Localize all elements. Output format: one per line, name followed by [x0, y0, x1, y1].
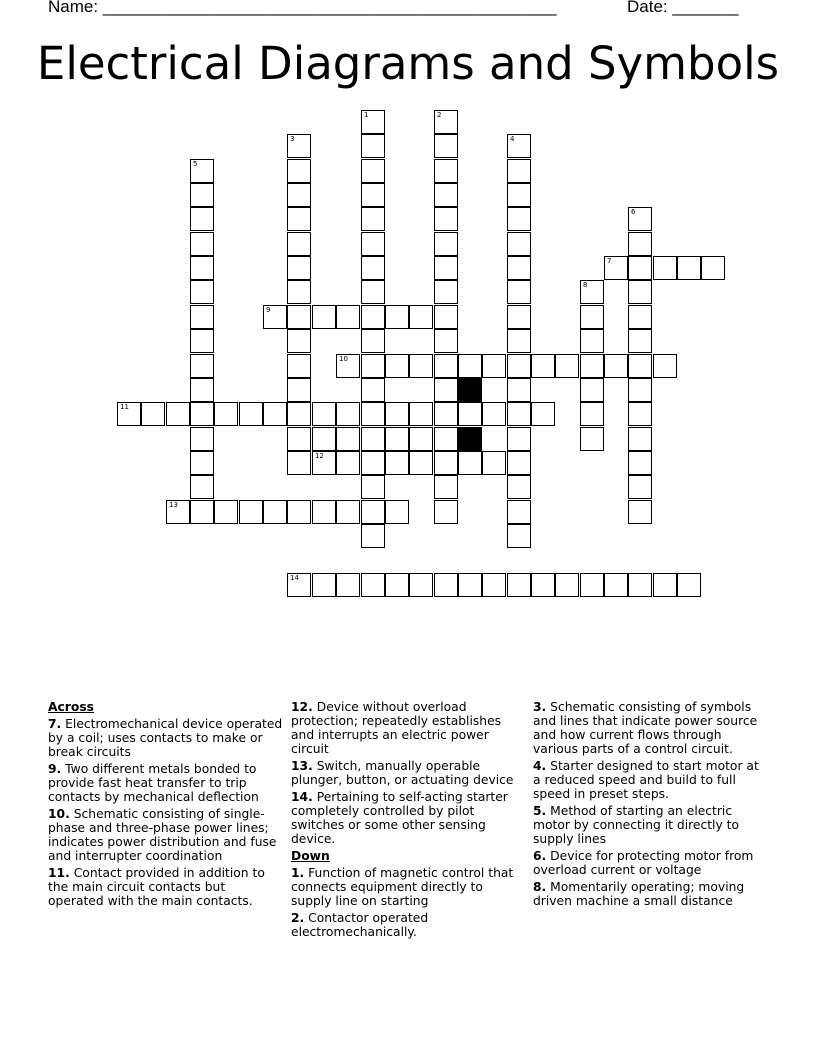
grid-cell[interactable] [482, 451, 506, 475]
clues-column-3 [533, 700, 769, 911]
grid-cell[interactable] [628, 207, 652, 231]
grid-cell[interactable] [628, 232, 652, 256]
grid-cell[interactable] [361, 110, 385, 134]
across-clue-14 [291, 790, 527, 846]
clue-text: Method of starting an electric motor by connecting it directly to supply lines [533, 804, 739, 846]
grid-cell[interactable] [287, 207, 311, 231]
grid-cell[interactable] [312, 500, 336, 524]
clues-column-1 [48, 700, 284, 911]
clue-text: Schematic consisting of symbols and lines that indicate power source and how current flows through various parts of a control circuit. [533, 700, 758, 756]
grid-cell[interactable] [287, 232, 311, 256]
grid-cell[interactable] [336, 305, 360, 329]
grid-cell[interactable] [580, 573, 604, 597]
grid-cell[interactable] [190, 207, 214, 231]
clue-number: 2. [291, 911, 305, 925]
grid-cell[interactable] [190, 256, 214, 280]
grid-cell[interactable] [434, 329, 458, 353]
clue-number: 9. [48, 762, 62, 776]
grid-cell[interactable] [263, 305, 287, 329]
name-field-label: Name: ________________________________________________ [48, 0, 557, 16]
grid-cell[interactable] [434, 475, 458, 499]
clue-number-label: 2 [437, 111, 442, 119]
grid-cell[interactable] [507, 305, 531, 329]
clue-number-label: 14 [290, 574, 299, 582]
grid-cell[interactable] [434, 159, 458, 183]
grid-cell[interactable] [361, 280, 385, 304]
grid-cell[interactable] [507, 500, 531, 524]
grid-cell[interactable] [361, 524, 385, 548]
grid-cell[interactable] [604, 573, 628, 597]
grid-cell[interactable] [434, 280, 458, 304]
grid-cell[interactable] [628, 305, 652, 329]
grid-cell[interactable] [458, 573, 482, 597]
grid-cell[interactable] [434, 354, 458, 378]
clue-number: 13. [291, 759, 313, 773]
down-clue-1 [291, 866, 527, 908]
grid-cell[interactable] [287, 451, 311, 475]
grid-cell[interactable] [287, 378, 311, 402]
grid-cell[interactable] [434, 427, 458, 451]
grid-cell[interactable] [434, 378, 458, 402]
grid-cell[interactable] [312, 305, 336, 329]
clue-text: Pertaining to self-acting starter completely controlled by pilot switches or some other sensing device. [291, 790, 508, 846]
clue-number-label: 5 [193, 160, 198, 168]
clue-number: 14. [291, 790, 313, 804]
grid-cell[interactable] [409, 354, 433, 378]
grid-cell[interactable] [507, 427, 531, 451]
across-clue-7 [48, 717, 284, 759]
grid-cell[interactable] [214, 500, 238, 524]
clue-text: Device without overload protection; repeatedly establishes and interrupts an electric power circuit [291, 700, 502, 756]
grid-cell[interactable] [628, 573, 652, 597]
grid-cell[interactable] [458, 402, 482, 426]
grid-cell[interactable] [628, 475, 652, 499]
across-clue-11 [48, 866, 284, 908]
grid-cell[interactable] [653, 573, 677, 597]
grid-cell[interactable] [385, 500, 409, 524]
grid-cell[interactable] [628, 451, 652, 475]
grid-cell[interactable] [190, 183, 214, 207]
grid-cell[interactable] [190, 451, 214, 475]
grid-cell[interactable] [312, 451, 336, 475]
clue-text: Function of magnetic control that connects equipment directly to supply line on starting [291, 866, 514, 908]
clue-number: 10. [48, 807, 70, 821]
clue-number-label: 6 [631, 208, 636, 216]
grid-cell[interactable] [434, 134, 458, 158]
page-title: Electrical Diagrams and Symbols [36, 37, 780, 90]
clue-number-label: 12 [315, 452, 324, 460]
grid-cell[interactable] [190, 402, 214, 426]
grid-cell[interactable] [531, 402, 555, 426]
grid-cell[interactable] [507, 402, 531, 426]
grid-cell[interactable] [336, 402, 360, 426]
clue-text: Contact provided in addition to the main circuit contacts but operated with the main contacts. [48, 866, 265, 908]
grid-cell[interactable] [628, 427, 652, 451]
grid-cell[interactable] [190, 427, 214, 451]
grid-cell[interactable] [507, 207, 531, 231]
grid-cell[interactable] [507, 280, 531, 304]
grid-cell[interactable] [166, 402, 190, 426]
across-clue-13 [291, 759, 527, 787]
down-clue-5 [533, 804, 769, 846]
grid-cell[interactable] [580, 305, 604, 329]
down-clue-4 [533, 759, 769, 801]
grid-cell[interactable] [434, 500, 458, 524]
grid-cell[interactable] [141, 402, 165, 426]
grid-cell[interactable] [361, 573, 385, 597]
clue-text: Device for protecting motor from overload current or voltage [533, 849, 754, 877]
clue-number: 8. [533, 880, 547, 894]
grid-cell[interactable] [117, 402, 141, 426]
grid-cell[interactable] [361, 232, 385, 256]
grid-cell[interactable] [580, 378, 604, 402]
grid-cell[interactable] [604, 354, 628, 378]
grid-cell[interactable] [458, 451, 482, 475]
grid-cell[interactable] [482, 354, 506, 378]
date-field-label: Date: _______ [627, 0, 739, 16]
grid-cell[interactable] [336, 451, 360, 475]
grid-cell[interactable] [580, 329, 604, 353]
clue-number: 6. [533, 849, 547, 863]
grid-cell[interactable] [190, 354, 214, 378]
clue-number: 11. [48, 866, 70, 880]
grid-cell[interactable] [555, 354, 579, 378]
clue-number-label: 3 [290, 135, 295, 143]
grid-cell[interactable] [361, 378, 385, 402]
across-clue-12 [291, 700, 527, 756]
grid-cell[interactable] [287, 134, 311, 158]
grid-cell[interactable] [287, 183, 311, 207]
grid-cell[interactable] [628, 354, 652, 378]
grid-cell[interactable] [190, 475, 214, 499]
clue-text: Contactor operated electromechanically. [291, 911, 429, 939]
grid-cell[interactable] [507, 354, 531, 378]
grid-cell[interactable] [190, 500, 214, 524]
clue-number: 4. [533, 759, 547, 773]
grid-cell[interactable] [214, 402, 238, 426]
grid-cell[interactable] [434, 402, 458, 426]
grid-cell[interactable] [361, 402, 385, 426]
grid-cell[interactable] [361, 451, 385, 475]
grid-cell[interactable] [263, 402, 287, 426]
grid-cell[interactable] [239, 402, 263, 426]
grid-cell[interactable] [361, 305, 385, 329]
grid-cell[interactable] [434, 256, 458, 280]
grid-cell[interactable] [507, 329, 531, 353]
grid-cell[interactable] [580, 402, 604, 426]
grid-cell[interactable] [434, 110, 458, 134]
grid-cell[interactable] [409, 305, 433, 329]
grid-cell[interactable] [361, 354, 385, 378]
grid-cell[interactable] [312, 427, 336, 451]
grid-cell[interactable] [312, 573, 336, 597]
clue-number-label: 4 [510, 135, 515, 143]
grid-cell[interactable] [434, 573, 458, 597]
grid-cell[interactable] [628, 402, 652, 426]
grid-cell[interactable] [628, 500, 652, 524]
grid-cell[interactable] [361, 134, 385, 158]
grid-cell[interactable] [434, 207, 458, 231]
grid-cell[interactable] [507, 256, 531, 280]
grid-cell[interactable] [677, 573, 701, 597]
grid-cell[interactable] [287, 354, 311, 378]
blocked-cell [458, 427, 482, 451]
grid-cell[interactable] [336, 500, 360, 524]
grid-cell[interactable] [701, 256, 725, 280]
grid-cell[interactable] [580, 427, 604, 451]
grid-cell[interactable] [190, 159, 214, 183]
clue-text: Schematic consisting of single-phase and three-phase power lines; indicates power distribution and fuse and interrupter coordination [48, 807, 277, 863]
grid-cell[interactable] [604, 256, 628, 280]
grid-cell[interactable] [287, 159, 311, 183]
grid-cell[interactable] [190, 280, 214, 304]
grid-cell[interactable] [409, 427, 433, 451]
grid-cell[interactable] [507, 378, 531, 402]
grid-cell[interactable] [385, 427, 409, 451]
grid-cell[interactable] [653, 256, 677, 280]
grid-cell[interactable] [555, 573, 579, 597]
grid-cell[interactable] [434, 232, 458, 256]
grid-cell[interactable] [190, 329, 214, 353]
clue-text: Starter designed to start motor at a reduced speed and build to full speed in preset steps. [533, 759, 759, 801]
grid-cell[interactable] [628, 378, 652, 402]
grid-cell[interactable] [385, 573, 409, 597]
grid-cell[interactable] [458, 354, 482, 378]
grid-cell[interactable] [677, 256, 701, 280]
clue-number: 3. [533, 700, 547, 714]
grid-cell[interactable] [361, 500, 385, 524]
grid-cell[interactable] [385, 402, 409, 426]
grid-cell[interactable] [190, 378, 214, 402]
grid-cell[interactable] [287, 427, 311, 451]
grid-cell[interactable] [385, 305, 409, 329]
across-heading: Across [48, 700, 94, 714]
across-clue-9 [48, 762, 284, 804]
grid-cell[interactable] [507, 524, 531, 548]
grid-cell[interactable] [190, 232, 214, 256]
grid-cell[interactable] [287, 305, 311, 329]
grid-cell[interactable] [336, 573, 360, 597]
grid-cell[interactable] [385, 354, 409, 378]
grid-cell[interactable] [361, 183, 385, 207]
grid-cell[interactable] [628, 280, 652, 304]
grid-cell[interactable] [361, 329, 385, 353]
down-clue-3 [533, 700, 769, 756]
grid-cell[interactable] [336, 354, 360, 378]
grid-cell[interactable] [287, 256, 311, 280]
grid-cell[interactable] [507, 134, 531, 158]
grid-cell[interactable] [385, 451, 409, 475]
clue-text: Momentarily operating; moving driven machine a small distance [533, 880, 745, 908]
grid-cell[interactable] [166, 500, 190, 524]
grid-cell[interactable] [239, 500, 263, 524]
grid-cell[interactable] [409, 451, 433, 475]
clue-number-label: 13 [169, 501, 178, 509]
clue-number: 12. [291, 700, 313, 714]
grid-cell[interactable] [628, 329, 652, 353]
clue-text: Electromechanical device operated by a coil; uses contacts to make or break circuits [48, 717, 283, 759]
clue-number-label: 11 [120, 403, 129, 411]
grid-cell[interactable] [628, 256, 652, 280]
grid-cell[interactable] [434, 183, 458, 207]
grid-cell[interactable] [580, 354, 604, 378]
grid-cell[interactable] [361, 207, 385, 231]
clues-column-2 [291, 700, 527, 942]
clue-number: 7. [48, 717, 62, 731]
clue-number-label: 1 [364, 111, 369, 119]
down-heading: Down [291, 849, 330, 863]
clue-number-label: 7 [607, 257, 612, 265]
across-clue-10 [48, 807, 284, 863]
grid-cell[interactable] [507, 573, 531, 597]
grid-cell[interactable] [287, 500, 311, 524]
down-clue-8 [533, 880, 769, 908]
grid-cell[interactable] [409, 402, 433, 426]
grid-cell[interactable] [653, 354, 677, 378]
clue-number-label: 9 [266, 306, 271, 314]
grid-cell[interactable] [361, 256, 385, 280]
grid-cell[interactable] [312, 402, 336, 426]
clue-text: Switch, manually operable plunger, button, or actuating device [291, 759, 514, 787]
grid-cell[interactable] [287, 329, 311, 353]
clue-number: 5. [533, 804, 547, 818]
clue-text: Two different metals bonded to provide fast heat transfer to trip contacts by mechanical deflection [48, 762, 259, 804]
grid-cell[interactable] [531, 354, 555, 378]
grid-cell[interactable] [190, 305, 214, 329]
down-clue-6 [533, 849, 769, 877]
grid-cell[interactable] [434, 451, 458, 475]
down-clue-2 [291, 911, 527, 939]
grid-cell[interactable] [263, 500, 287, 524]
grid-cell[interactable] [361, 159, 385, 183]
blocked-cell [458, 378, 482, 402]
grid-cell[interactable] [531, 573, 555, 597]
grid-cell[interactable] [507, 475, 531, 499]
grid-cell[interactable] [409, 573, 433, 597]
grid-cell[interactable] [482, 573, 506, 597]
grid-cell[interactable] [287, 280, 311, 304]
grid-cell[interactable] [361, 475, 385, 499]
grid-cell[interactable] [507, 451, 531, 475]
grid-cell[interactable] [507, 159, 531, 183]
grid-cell[interactable] [287, 573, 311, 597]
clue-number-label: 8 [583, 281, 588, 289]
clue-number-label: 10 [339, 355, 348, 363]
grid-cell[interactable] [336, 427, 360, 451]
grid-cell[interactable] [434, 305, 458, 329]
grid-cell[interactable] [507, 232, 531, 256]
grid-cell[interactable] [580, 280, 604, 304]
grid-cell[interactable] [482, 402, 506, 426]
grid-cell[interactable] [287, 402, 311, 426]
grid-cell[interactable] [361, 427, 385, 451]
clue-number: 1. [291, 866, 305, 880]
grid-cell[interactable] [507, 183, 531, 207]
